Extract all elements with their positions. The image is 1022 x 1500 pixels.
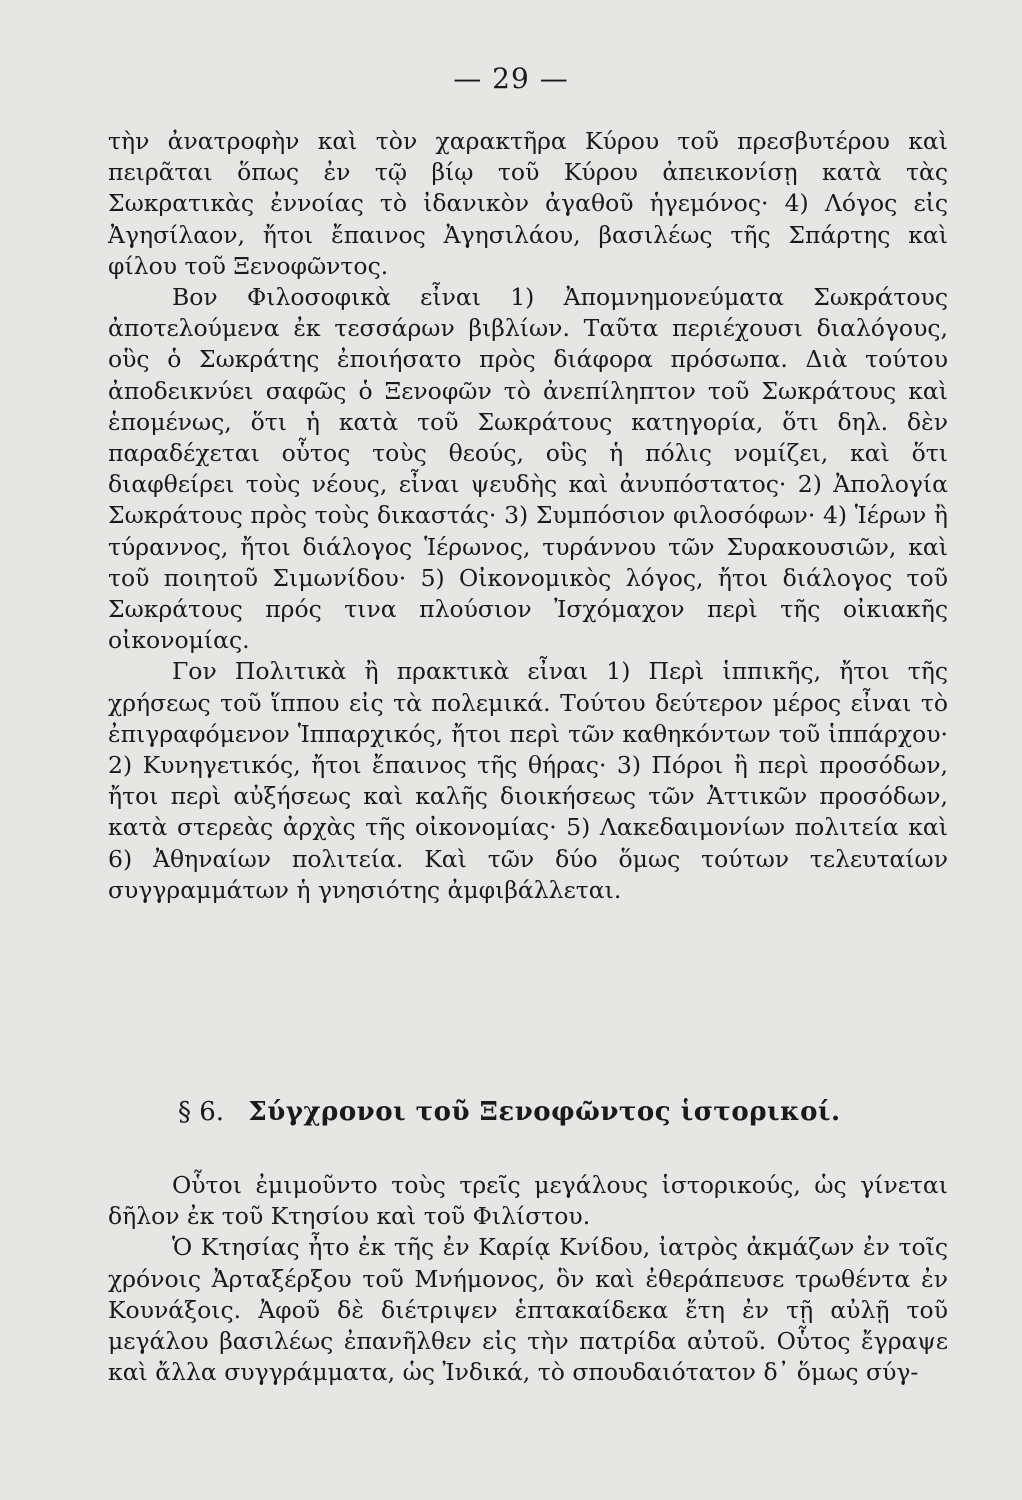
- paragraph-contemporaries: Οὗτοι ἐμιμοῦντο τοὺς τρεῖς μεγάλους ἱστορικούς, ὡς γίνεται δῆλον ἐκ τοῦ Κτησίου καὶ τοῦ Φιλίστου.: [108, 1171, 948, 1231]
- main-text: [108, 126, 948, 906]
- section-heading: [178, 1096, 958, 1128]
- paragraph-philosophical-works: Βον Φιλοσοφικὰ εἶναι 1) Ἀπομνημονεύματα Σωκράτους ἀποτελούμενα ἐκ τεσσάρων βιβλίων. Ταῦτα περιέχουσι διαλόγους, οὓς ὁ Σωκράτης ἐποιήσατο πρὸς διάφορα πρόσωπα. Διὰ τούτου ἀποδεικνύει σαφῶς ὁ Ξενοφῶν τὸ ἀνεπίληπτον τοῦ Σωκράτους καὶ ἑπομένως, ὅτι ἡ κατὰ τοῦ Σωκράτους κατηγορία, ὅτι δηλ. δὲν παραδέχεται οὗτος τοὺς θεούς, οὓς ἡ πόλις νομίζει, καὶ ὅτι διαφθείρει τοὺς νέους, εἶναι ψευδὴς καὶ ἀνυπόστατος· 2) Ἀπολογία Σωκράτους πρὸς τοὺς δικαστάς· 3) Συμπόσιον φιλοσόφων· 4) Ἱέρων ἢ τύραννος, ἤτοι διάλογος Ἱέρωνος, τυράννου τῶν Συρακουσιῶν, καὶ τοῦ ποιητοῦ Σιμωνίδου· 5) Οἰκονομικὸς λόγος, ἤτοι διάλογος τοῦ Σωκράτους πρός τινα πλούσιον Ἰσχόμαχον περὶ τῆς οἰκιακῆς οἰκονομίας.: [108, 283, 948, 655]
- paragraph-political-works: Γον Πολιτικὰ ἢ πρακτικὰ εἶναι 1) Περὶ ἱππικῆς, ἤτοι τῆς χρήσεως τοῦ ἵππου εἰς τὰ πολεμικά. Τούτου δεύτερον μέρος εἶναι τὸ ἐπιγραφόμενον Ἱππαρχικός, ἤτοι περὶ τῶν καθηκόντων τοῦ ἱππάρχου· 2) Κυνηγετικός, ἤτοι ἔπαινος τῆς θήρας· 3) Πόροι ἢ περὶ προσόδων, ἤτοι περὶ αὐξήσεως καὶ καλῆς διοικήσεως τῶν Ἀττικῶν προσόδων, κατὰ στερεὰς ἀρχὰς τῆς οἰκονομίας· 5) Λακεδαιμονίων πολιτεία καὶ 6) Ἀθηναίων πολιτεία. Καὶ τῶν δύο ὅμως τούτων τελευταίων συγγραμμάτων ἡ γνησιότης ἀμφιβάλλεται.: [108, 657, 948, 904]
- paragraph-ctesias: Ὁ Κτησίας ἦτο ἐκ τῆς ἐν Καρίᾳ Κνίδου, ἰατρὸς ἀκμάζων ἐν τοῖς χρόνοις Ἀρταξέρξου τοῦ Μνήμονος, ὃν καὶ ἐθεράπευσε τρωθέντα ἐν Κουνάξοις. Ἀφοῦ δὲ διέτριψεν ἑπτακαίδεκα ἔτη ἐν τῇ αὐλῇ τοῦ μεγάλου βασιλέως ἐπανῆλθεν εἰς τὴν πατρίδα αὐτοῦ. Οὗτος ἔγραψε καὶ ἄλλα συγγράμματα, ὡς Ἰνδικά, τὸ σπουδαιότατον δ᾽ ὅμως σύγ-: [108, 1233, 948, 1387]
- section-number: § 6.: [178, 1097, 225, 1127]
- section-title: Σύγχρονοι τοῦ Ξενοφῶντος ἱστορικοί.: [248, 1097, 841, 1127]
- page-number: — 29 —: [453, 62, 569, 95]
- section-text: [108, 1170, 948, 1388]
- paragraph-xenophon-works: τὴν ἀνατροφὴν καὶ τὸν χαρακτῆρα Κύρου τοῦ πρεσβυτέρου καὶ πειρᾶται ὅπως ἐν τῷ βίῳ τοῦ Κύρου ἀπεικονίσῃ κατὰ τὰς Σωκρατικὰς ἐννοίας τὸ ἰδανικὸν ἀγαθοῦ ἡγεμόνος· 4) Λόγος εἰς Ἀγησίλαον, ἤτοι ἔπαινος Ἀγησιλάου, βασιλέως τῆς Σπάρτης καὶ φίλου τοῦ Ξενοφῶντος.: [108, 127, 948, 280]
